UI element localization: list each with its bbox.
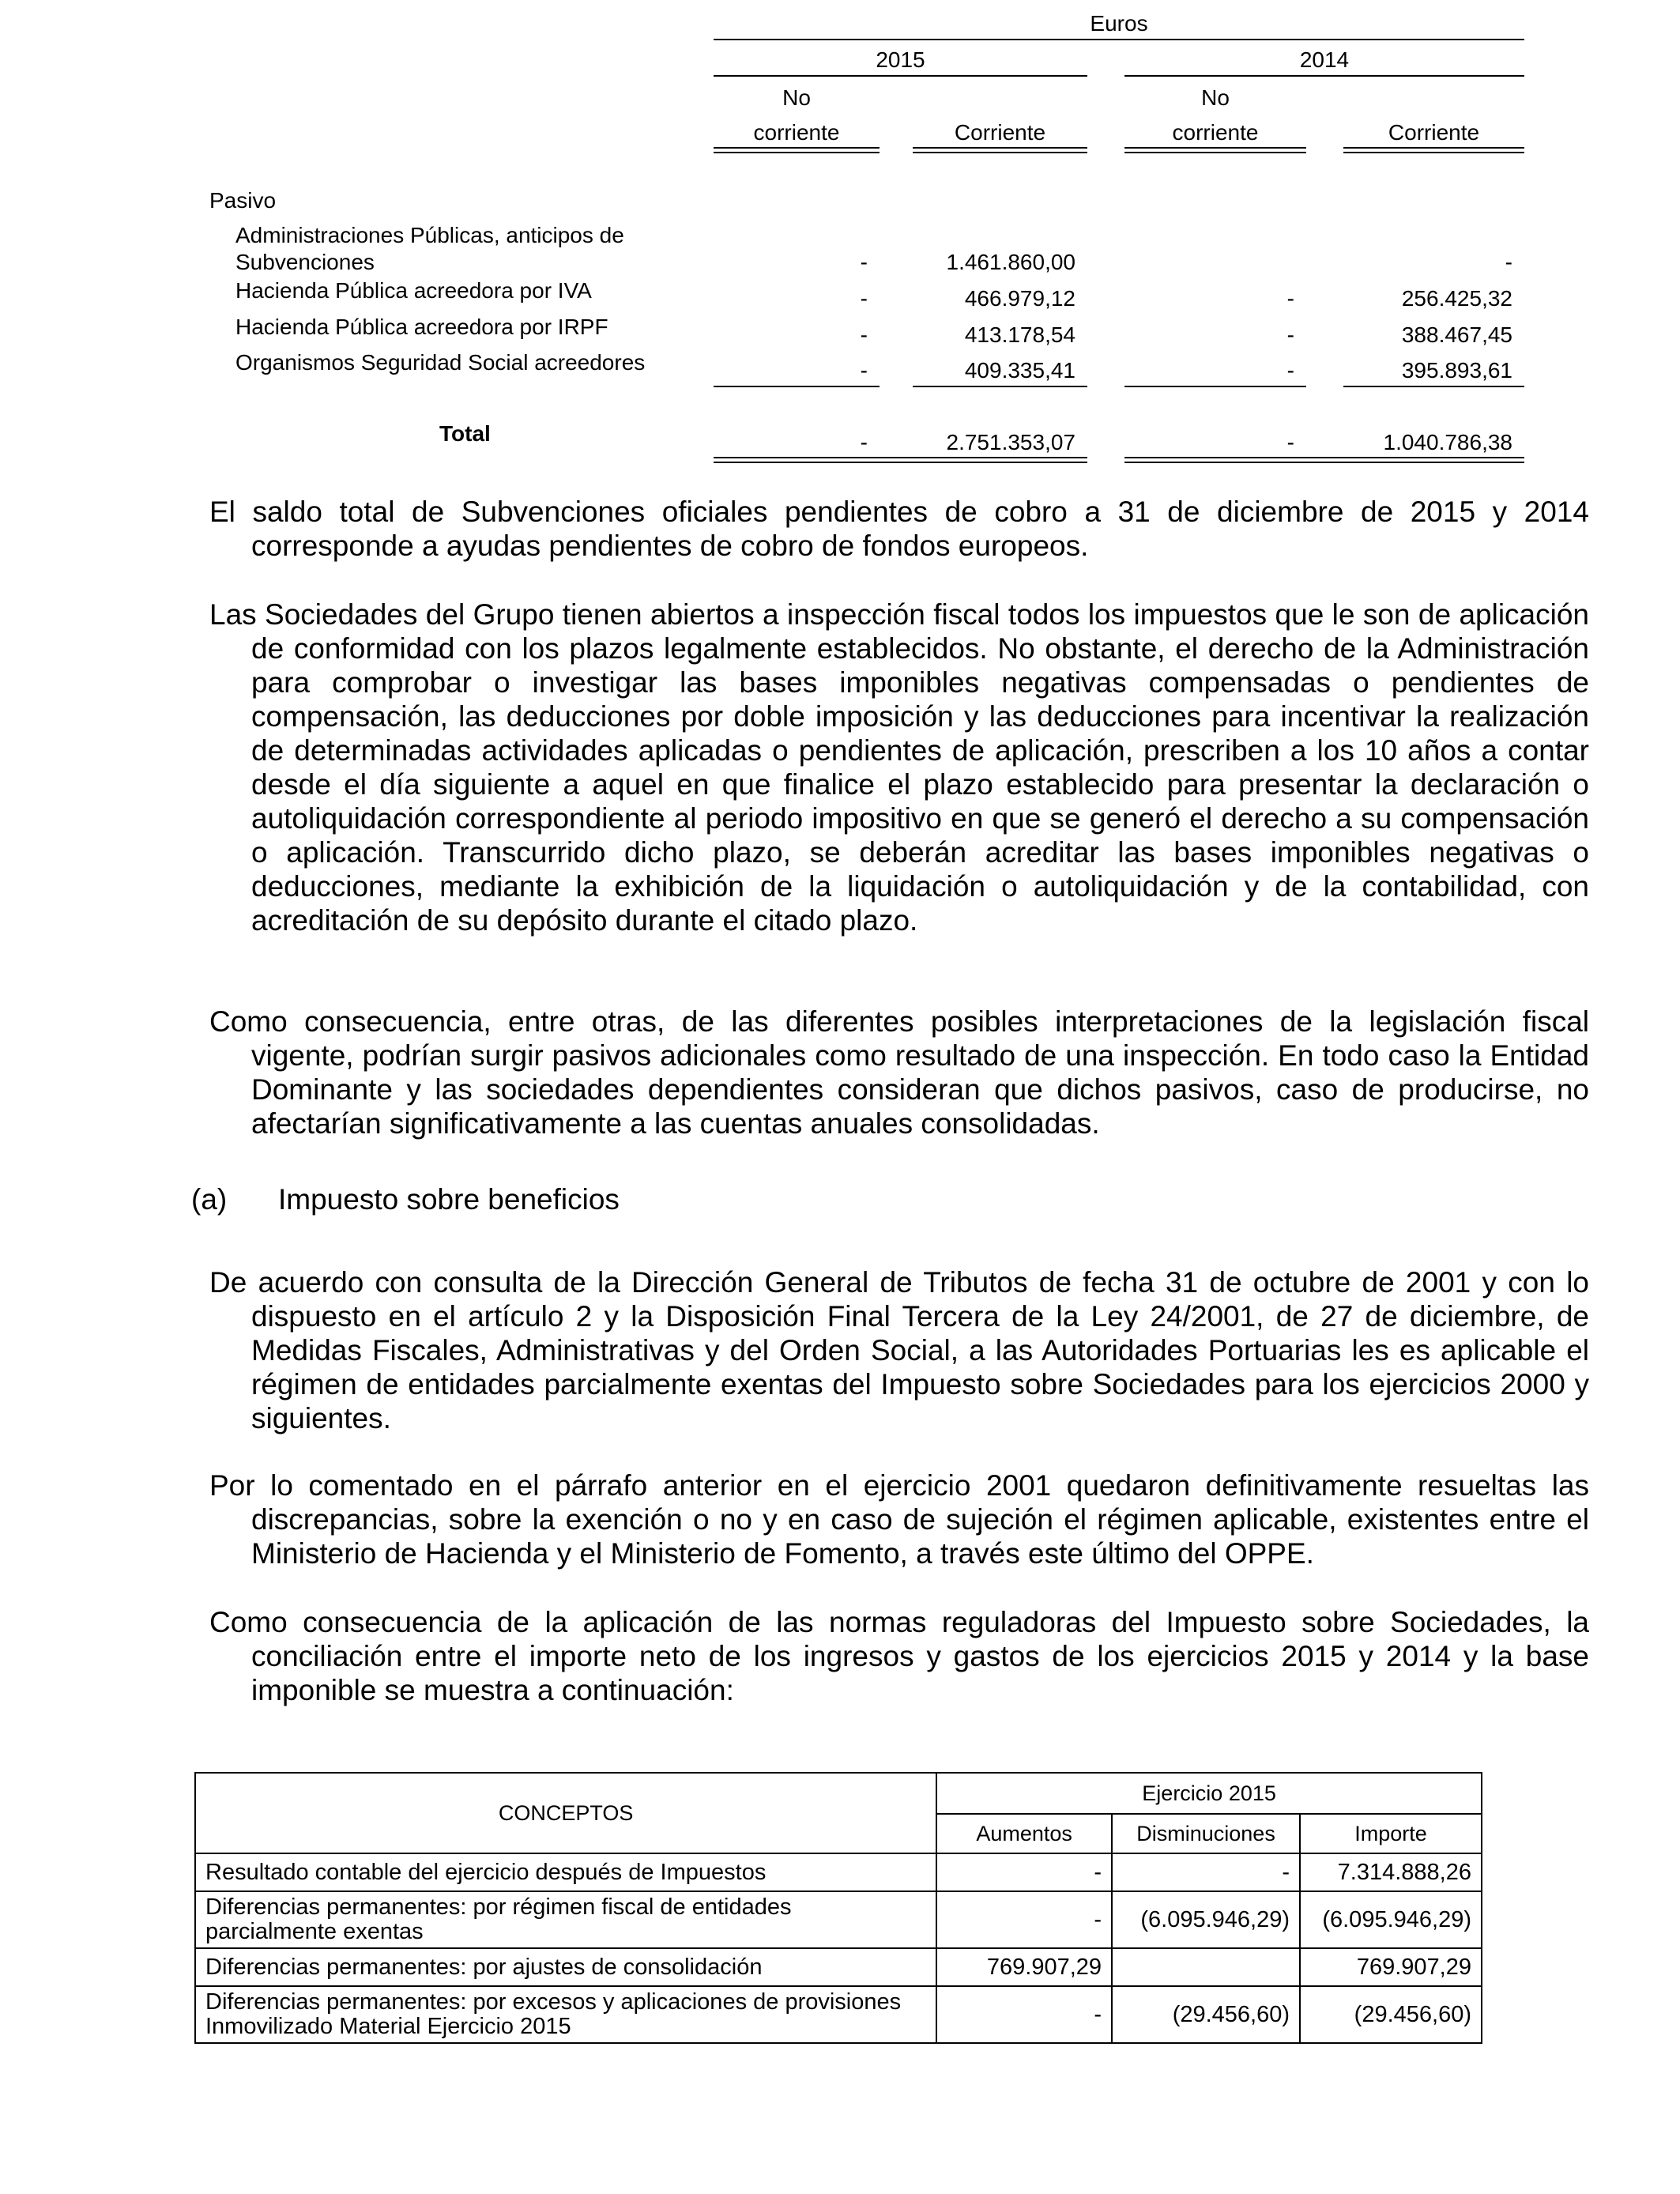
concept-cell: Diferencias permanentes: por excesos y aplicaciones de provisiones Inmovilizado Material Ejercicio 2015 bbox=[195, 1986, 936, 2043]
cell-nc-2015: - bbox=[860, 286, 868, 311]
aumentos-cell: - bbox=[936, 1891, 1112, 1948]
cell-nc-2014: - bbox=[1286, 322, 1294, 347]
table-row bbox=[195, 1891, 1482, 1948]
aumentos-cell: - bbox=[936, 1986, 1112, 2043]
importe-cell: (6.095.946,29) bbox=[1300, 1891, 1482, 1948]
disminuciones-cell: - bbox=[1112, 1853, 1300, 1891]
total-nc-2015: - bbox=[860, 430, 868, 454]
cell-c-2014: - bbox=[1505, 250, 1512, 274]
aumentos-cell: 769.907,29 bbox=[936, 1948, 1112, 1986]
section-pasivo: Pasivo bbox=[209, 188, 277, 213]
importe-cell: 769.907,29 bbox=[1300, 1948, 1482, 1986]
disminuciones-cell bbox=[1112, 1948, 1300, 1986]
year-2015-header: 2015 bbox=[876, 47, 925, 72]
row-label: Hacienda Pública acreedora por IRPF bbox=[235, 315, 608, 339]
total-label: Total bbox=[439, 421, 491, 446]
row-label: Organismos Seguridad Social acreedores bbox=[235, 350, 646, 375]
cell-nc-2015: - bbox=[860, 250, 868, 274]
col-corriente-2014: Corriente bbox=[1388, 120, 1480, 145]
paragraph-inspeccion: Las Sociedades del Grupo tienen abiertos a inspección fiscal todos los impuestos que le son de aplicación de conformidad con los plazos legalmente establecidos. No obstante, el derecho de la Administración para comprobar o investigar las bases imponibles negativas compensadas o pendientes de compensación, las deducciones por doble imposición y las deducciones para incentivar la realización de determinadas actividades aplicadas o pendientes de aplicación, prescriben a los 10 años a contar desde el día siguiente a aquel en que finalice el plazo establecido para presentar la declaración o autoliquidación correspondiente al periodo impositivo en que se generó el derecho a su compensación o aplicación. Transcurrido dicho plazo, se deberán acreditar las bases imponibles negativas o deducciones, mediante la exhibición de la liquidación o autoliquidación y de la contabilidad, con acreditación de su depósito durante el citado plazo. bbox=[209, 598, 1589, 937]
importe-cell: (29.456,60) bbox=[1300, 1986, 1482, 2043]
cell-c-2014: 256.425,32 bbox=[1401, 286, 1512, 311]
cell-c-2015: 413.178,54 bbox=[964, 322, 1075, 347]
row-label: Hacienda Pública acreedora por IVA bbox=[235, 278, 592, 303]
table-row bbox=[195, 1853, 1482, 1891]
cell-c-2015: 1.461.860,00 bbox=[946, 250, 1075, 274]
aumentos-cell: - bbox=[936, 1853, 1112, 1891]
currency-label: Euros bbox=[1090, 11, 1148, 36]
paragraph-conciliacion: Como consecuencia de la aplicación de las normas reguladoras del Impuesto sobre Sociedades, la conciliación entre el importe neto de los ingresos y gastos de los ejercicios 2015 y 2014 y la base imponible se muestra a continuación: bbox=[209, 1606, 1589, 1706]
header-ejercicio: Ejercicio 2015 bbox=[936, 1773, 1482, 1814]
table-row bbox=[195, 1948, 1482, 1986]
header-disminuciones: Disminuciones bbox=[1112, 1814, 1300, 1853]
section-marker: (a) bbox=[191, 1183, 228, 1216]
cell-nc-2015: - bbox=[860, 358, 868, 383]
cell-nc-2015: - bbox=[860, 322, 868, 347]
conciliacion-table bbox=[194, 1772, 1482, 2044]
paragraph-pasivos-adicionales: Como consecuencia, entre otras, de las diferentes posibles interpretaciones de la legislación fiscal vigente, podrían surgir pasivos adicionales como resultado de una inspección. En todo caso la Entidad Dominante y las sociedades dependientes consideran que dichos pasivos, caso de producirse, no afectarían significativamente a las cuentas anuales consolidadas. bbox=[209, 1005, 1589, 1140]
col-no-2015: No bbox=[782, 85, 811, 110]
row-label-cont: Subvenciones bbox=[235, 250, 375, 274]
header-importe: Importe bbox=[1300, 1814, 1482, 1853]
header-conceptos: CONCEPTOS bbox=[195, 1773, 936, 1853]
cell-c-2014: 388.467,45 bbox=[1401, 322, 1512, 347]
disminuciones-cell: (29.456,60) bbox=[1112, 1986, 1300, 2043]
table-row bbox=[195, 1986, 1482, 2043]
row-label: Administraciones Públicas, anticipos de bbox=[235, 223, 624, 247]
year-2014-header: 2014 bbox=[1299, 47, 1350, 72]
col-corriente-nc-2014: corriente bbox=[1172, 120, 1259, 145]
cell-nc-2014: - bbox=[1286, 286, 1294, 311]
cell-c-2015: 466.979,12 bbox=[964, 286, 1075, 311]
paragraph-ejercicio-2001: Por lo comentado en el párrafo anterior en el ejercicio 2001 quedaron definitivamente resueltas las discrepancias, sobre la exención o no y en caso de sujeción el régimen aplicable, existentes entre el Ministerio de Hacienda y el Ministerio de Fomento, a través este último del OPPE. bbox=[209, 1469, 1589, 1570]
total-c-2015: 2.751.353,07 bbox=[946, 430, 1075, 454]
col-corriente-nc-2015: corriente bbox=[753, 120, 840, 145]
total-c-2014: 1.040.786,38 bbox=[1383, 430, 1512, 454]
col-no-2014: No bbox=[1201, 85, 1230, 110]
cell-nc-2014: - bbox=[1286, 358, 1294, 383]
importe-cell: 7.314.888,26 bbox=[1300, 1853, 1482, 1891]
paragraph-subvenciones: El saldo total de Subvenciones oficiales pendientes de cobro a 31 de diciembre de 2015 y 2014 corresponde a ayudas pendientes de cobro de fondos europeos. bbox=[209, 496, 1589, 562]
disminuciones-cell: (6.095.946,29) bbox=[1112, 1891, 1300, 1948]
concept-cell: Diferencias permanentes: por ajustes de consolidación bbox=[195, 1948, 936, 1986]
col-corriente-2015: Corriente bbox=[954, 120, 1046, 145]
cell-c-2014: 395.893,61 bbox=[1401, 358, 1512, 383]
concept-cell: Diferencias permanentes: por régimen fiscal de entidades parcialmente exentas bbox=[195, 1891, 936, 1948]
paragraph-consulta: De acuerdo con consulta de la Dirección General de Tributos de fecha 31 de octubre de 2001 y con lo dispuesto en el artículo 2 y la Disposición Final Tercera de la Ley 24/2001, de 27 de diciembre, de Medidas Fiscales, Administrativas y del Orden Social, a las Autoridades Portuarias les es aplicable el régimen de entidades parcialmente exentas del Impuesto sobre Sociedades para los ejercicios 2000 y siguientes. bbox=[209, 1266, 1589, 1434]
header-aumentos: Aumentos bbox=[936, 1814, 1112, 1853]
concept-cell: Resultado contable del ejercicio después de Impuestos bbox=[195, 1853, 936, 1891]
total-nc-2014: - bbox=[1286, 430, 1294, 454]
cell-c-2015: 409.335,41 bbox=[964, 358, 1075, 383]
section-heading: Impuesto sobre beneficios bbox=[278, 1183, 620, 1216]
